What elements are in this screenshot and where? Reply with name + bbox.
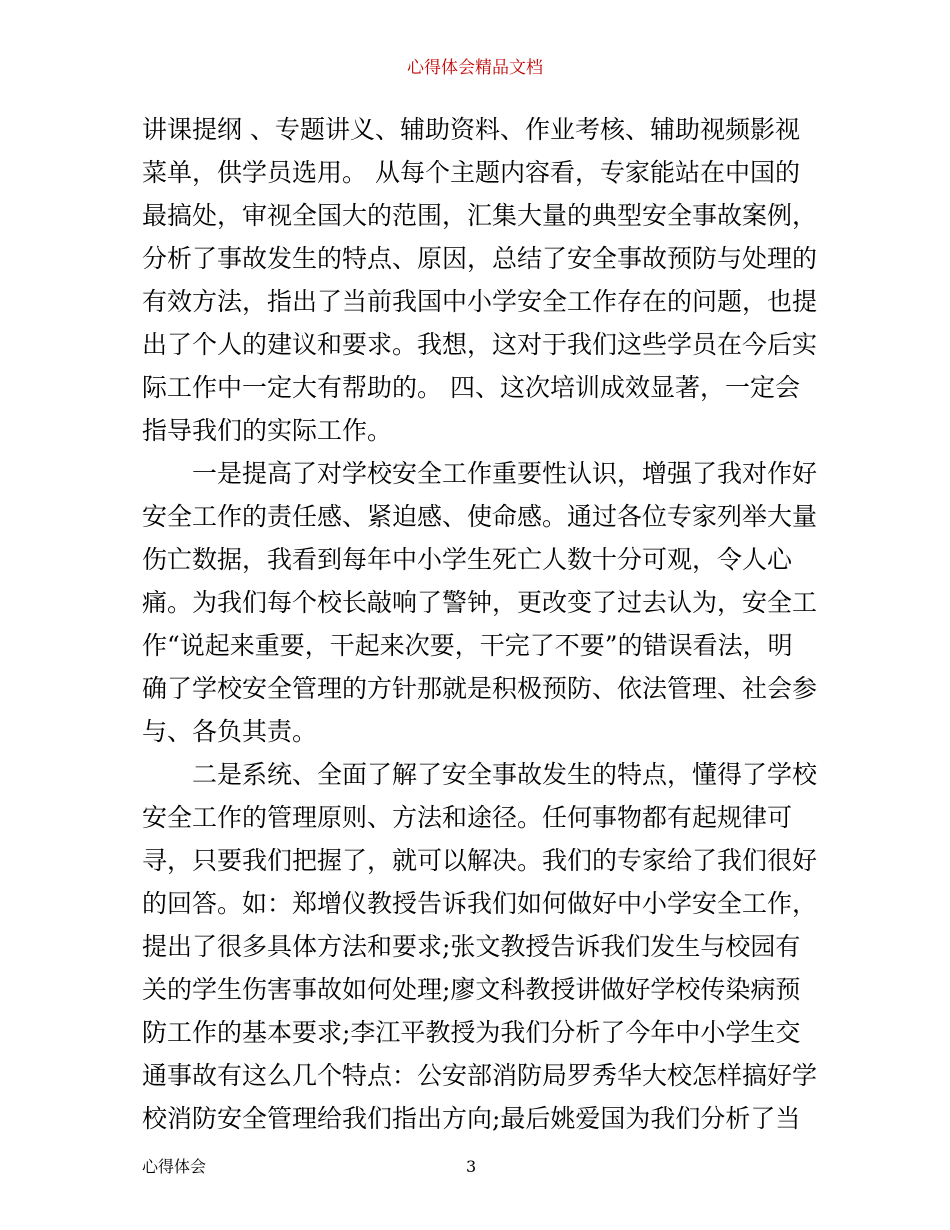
text-line: 讲课提纲 、专题讲义、辅助资料、作业考核、辅助视频影视 bbox=[142, 115, 800, 144]
page-header-title: 心得体会精品文档 bbox=[407, 58, 543, 78]
text-line: 通事故有这么几个特点：公安部消防局罗秀华大校怎样搞好学 bbox=[142, 1061, 818, 1090]
text-line: 伤亡数据，我看到每年中小学生死亡人数十分可观，令人心 bbox=[142, 545, 793, 574]
text-line: 防工作的基本要求;李江平教授为我们分析了今年中小学生交 bbox=[142, 1018, 801, 1047]
text-line: 作“说起来重要，干起来次要，干完了不要”的错误看法，明 bbox=[142, 631, 793, 660]
text-line: 确了学校安全管理的方针那就是积极预防、依法管理、社会参 bbox=[142, 674, 818, 703]
text-line: 痛。为我们每个校长敲响了警钟，更改变了过去认为，安全工 bbox=[142, 588, 818, 617]
text-line: 关的学生伤害事故如何处理;廖文科教授讲做好学校传染病预 bbox=[142, 975, 801, 1004]
text-line: 寻，只要我们把握了，就可以解决。我们的专家给了我们很好 bbox=[142, 846, 818, 875]
text-line: 二是系统、全面了解了安全事故发生的特点，懂得了学校 bbox=[142, 760, 818, 789]
page-footer-label: 心得体会 bbox=[142, 1157, 207, 1176]
text-line: 分析了事故发生的特点、原因，总结了安全事故预防与处理的 bbox=[142, 244, 818, 273]
text-line: 最搞处，审视全国大的范围，汇集大量的典型安全事故案例， bbox=[142, 201, 818, 230]
text-line: 提出了很多具体方法和要求;张文教授告诉我们发生与校园有 bbox=[142, 932, 801, 961]
text-line: 出了个人的建议和要求。我想，这对于我们这些学员在今后实 bbox=[142, 330, 818, 359]
document-body bbox=[142, 108, 818, 1140]
text-line: 一是提高了对学校安全工作重要性认识，增强了我对作好 bbox=[142, 459, 818, 488]
text-line: 与、各负其责。 bbox=[142, 717, 318, 746]
text-line: 校消防安全管理给我们指出方向;最后姚爱国为我们分析了当 bbox=[142, 1104, 801, 1133]
text-line: 指导我们的实际工作。 bbox=[142, 416, 393, 445]
text-line: 有效方法，指出了当前我国中小学安全工作存在的问题，也提 bbox=[142, 287, 818, 316]
text-line: 安全工作的责任感、紧迫感、使命感。通过各位专家列举大量 bbox=[142, 502, 818, 531]
text-line: 安全工作的管理原则、方法和途径。任何事物都有起规律可 bbox=[142, 803, 793, 832]
text-line: 的回答。如：郑增仪教授告诉我们如何做好中小学安全工作， bbox=[142, 889, 818, 918]
text-line: 菜单，供学员选用。 从每个主题内容看，专家能站在中国的 bbox=[142, 158, 800, 187]
text-line: 际工作中一定大有帮助的。 四、这次培训成效显著，一定会 bbox=[142, 373, 800, 402]
page-number: 3 bbox=[466, 1157, 477, 1176]
